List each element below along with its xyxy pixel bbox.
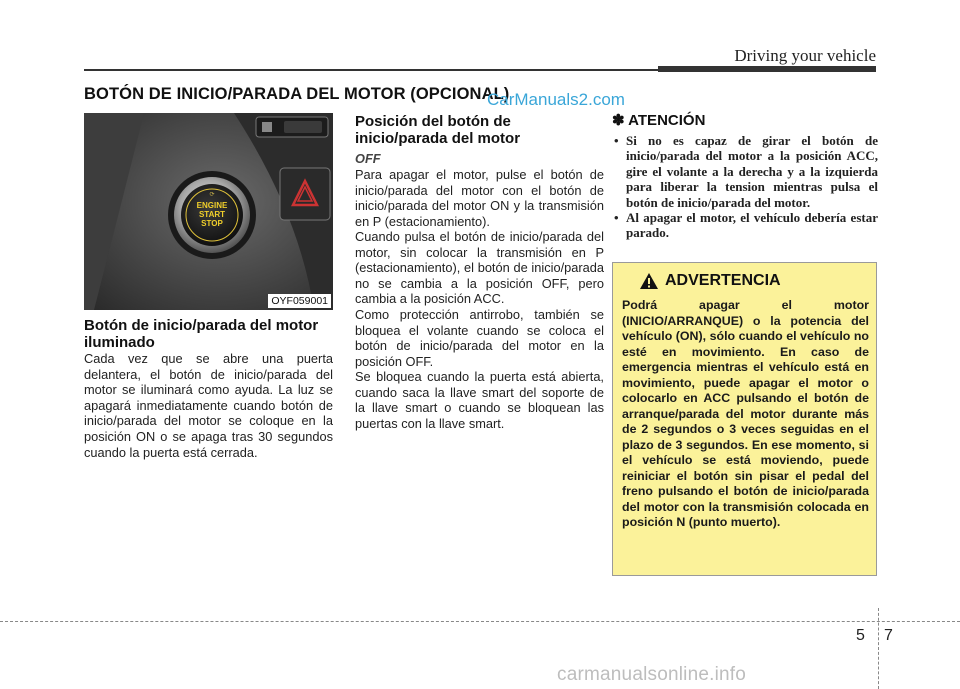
warning-text: Podrá apagar el motor (INICIO/ARRANQUE) o la potencia del vehículo (ON), sólo cuando el vehículo no esté en movimiento. En caso de emergencia mientras el vehículo está en movimiento, puede apagar el motor o colocarlo en ACC pulsando el botón de arranque/parada del motor durante más de 2 segundos o 3 veces seguidas en el plazo de 3 segundos. En ese momento, si el vehículo se está moviendo, puede reiniciar el botón sin pisar el pedal del freno pulsando el botón de inicio/parada del motor con la transmisión colocada en posición N (punto muerto). — [622, 298, 869, 529]
photo-label-start: START — [198, 210, 226, 219]
col1-paragraph: Cada vez que se abre una puerta delantera, el botón de inicio/parada del motor se iluminará como ayuda. La luz se apagará inmediatamente cuando botón de inicio/parada del motor se coloque en la posición ON o se apaga tras 30 segundos cuando la puerta está cerrada. — [84, 351, 333, 460]
col2-paragraph-1: Para apagar el motor, pulse el botón de inicio/parada del motor con el botón de inicio/parada del motor ON y la transmisión en P (estacionamiento). — [355, 167, 604, 229]
col2-heading-line2: inicio/parada del motor — [355, 130, 521, 147]
attention-list — [612, 133, 878, 241]
page-number-divider — [878, 608, 879, 689]
attention-item: • Al apagar el motor, el vehículo debería estar parado. — [612, 210, 878, 241]
chapter-number: 5 — [856, 627, 865, 644]
running-header-title: Driving your vehicle — [734, 46, 876, 65]
photo-illustration — [84, 113, 333, 310]
attention-item: • Si no es capaz de girar el botón de inicio/parada del motor a la posición ACC, gire el volante a la derecha y a la izquierda para liberar la tension mientras pulsa el botón de inicio/parada del motor. — [612, 133, 878, 210]
col1-heading-line1: Botón de inicio/parada del motor — [84, 317, 319, 334]
warning-header — [639, 272, 781, 290]
col1-heading-line2: iluminado — [84, 334, 155, 351]
attention-title: ✽ ATENCIÓN — [612, 112, 706, 129]
warning-triangle-icon — [639, 272, 659, 290]
warning-title: ADVERTENCIA — [665, 272, 781, 289]
photo-label-engine: ENGINE — [196, 201, 228, 210]
watermark-bottom: carmanualsonline.info — [557, 664, 747, 685]
watermark-top: CarManuals2.com — [487, 90, 625, 109]
off-position-label: OFF — [355, 151, 381, 166]
footer-dashed-rule — [0, 621, 960, 622]
col2-paragraph-2: Cuando pulsa el botón de inicio/parada del motor, sin colocar la transmisión en P (estacionamiento), el botón de inicio/parada no se cambia a la posición OFF, pero cambia a la posición ACC. — [355, 229, 604, 307]
col2-paragraph-4: Se bloquea cuando la puerta está abierta, cuando saca la llave smart del soporte de la llave smart o cuando se bloquean las puertas con la llave smart. — [355, 369, 604, 431]
section-title: BOTÓN DE INICIO/PARADA DEL MOTOR (OPCIONAL) — [84, 85, 510, 103]
svg-text:⟳: ⟳ — [209, 192, 215, 198]
photo-code: OYF059001 — [268, 294, 331, 308]
col1-heading — [84, 317, 318, 351]
engine-start-button-photo — [84, 113, 333, 310]
header-rule-thin — [84, 69, 664, 71]
page-number: 7 — [884, 627, 893, 644]
col2-heading — [355, 113, 520, 147]
header-rule-thick — [658, 66, 876, 72]
photo-label-stop: STOP — [201, 219, 223, 228]
warning-box — [612, 262, 877, 576]
col2-paragraph-3: Como protección antirrobo, también se bloquea el volante cuando se coloca el botón de inicio/parada del motor en la posición OFF. — [355, 307, 604, 369]
col2-heading-line1: Posición del botón de — [355, 113, 511, 130]
